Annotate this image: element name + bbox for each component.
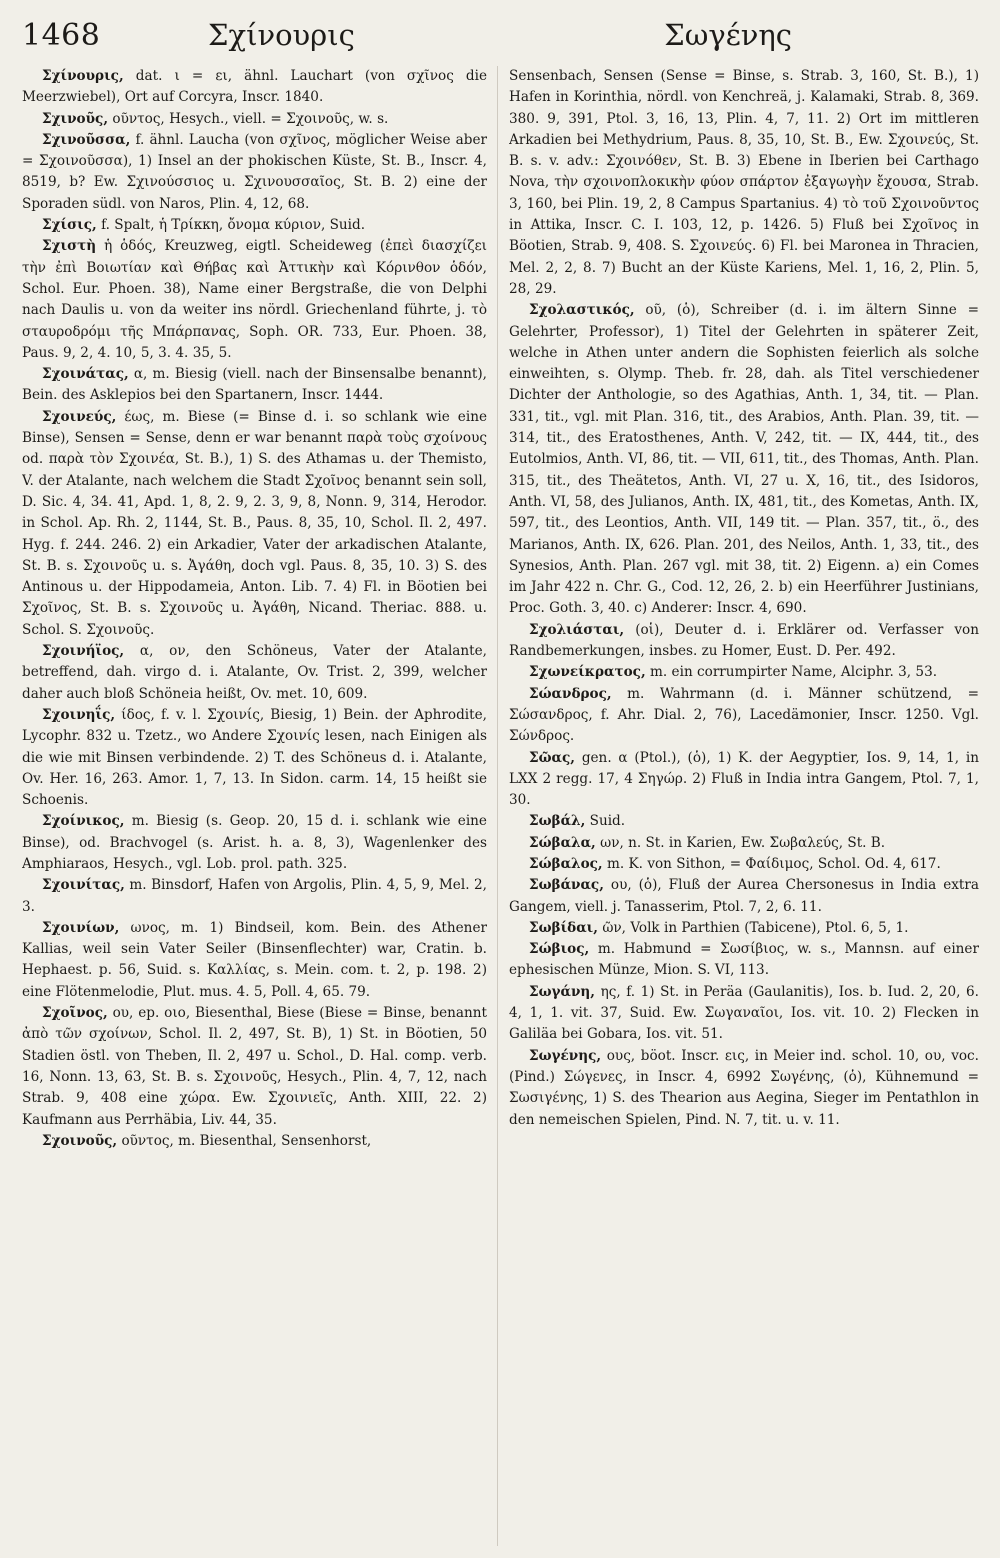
dictionary-entry bbox=[22, 407, 487, 641]
dictionary-entry bbox=[22, 918, 487, 1003]
entry-text: ἡ ὁδός, Kreuzweg, eigtl. Scheideweg (ἐπεὶ διασχίζει τὴν ἐπὶ Βοιωτίαν καὶ Θήβας καὶ Ἀττικὴν καὶ Κόρινθον ὁδόν, Schol. Eur. Phoen. 38), Name einer Bergstraße, die von Delphi nach Daulis u. von da weiter ins nördl. Griechenland führte, j. τὸ σταυροδρόμι τῆς Μπάρπανας, Soph. OR. 733, Eur. Phoen. 38, Paus. 9, 2, 4. 10, 5, 3. 4. 35, 5. bbox=[22, 238, 487, 361]
entry-lemma: Σχοινοῦς, bbox=[42, 1132, 118, 1149]
dictionary-entry bbox=[22, 641, 487, 705]
entry-text: ους, böot. Inscr. εις, in Meier ind. schol. 10, ου, voc. (Pind.) Σώγενες, in Inscr. 4, 6992 Σωγένης, (ὁ), Kühnemund = Σωσιγένης, 1) S. des Thearion aus Aegina, Sieger im Pentathlon in den nemeischen Spielen, Pind. N. 7, tit. u. v. 11. bbox=[509, 1047, 979, 1128]
entry-lemma: Σχοῖνος, bbox=[42, 1005, 108, 1022]
entry-text: gen. α (Ptol.), (ὁ), 1) K. der Aegyptier, Ios. 9, 14, 1, in LXX 2 regg. 17, 4 Σηγώρ. 2) Fluß in India intra Gangem, Ptol. 7, 1, 30. bbox=[509, 749, 979, 809]
dictionary-entry bbox=[22, 109, 487, 130]
entry-text: ου, (ὁ), Fluß der Aurea Chersonesus in India extra Gangem, viell. j. Tanasserim, Ptol. 7, 2, 6. 11. bbox=[509, 877, 979, 915]
entry-lemma: Σχοινεύς, bbox=[42, 408, 117, 425]
page-header bbox=[22, 10, 978, 60]
entry-lemma: Σχινοῦσσα, bbox=[42, 131, 131, 148]
entry-lemma: Σχιστὴ bbox=[42, 238, 97, 255]
entry-lemma: Σχοινίων, bbox=[42, 919, 120, 936]
entry-text: m. Wahrmann (d. i. Männer schützend, = Σώσανδρος, f. Ahr. Dial. 2, 76), Lacedämonier, Inscr. 1250. Vgl. Σώνδρος. bbox=[509, 685, 979, 745]
entry-text: ου, ep. οιο, Biesenthal, Biese (Biese = Binse, benannt ἀπὸ τῶν σχοίνων, Schol. Il. 2, 497, St. B), 1) St. in Böotien, 50 Stadien östl. von Theben, Il. 2, 497 u. Schol., D. Hal. comp. verb. 16, Nonn. 13, 63, St. B. s. Σχοινοῦς, Hesych., Plin. 4, 7, 12, nach Strab. 9, 408 eine χώρα. Ew. Σχοινιεῖς, Anth. XIII, 22. 2) Kaufmann aus Perrhäbia, Liv. 44, 35. bbox=[22, 1005, 487, 1128]
entry-lemma: Σχοίνικος, bbox=[42, 813, 125, 830]
entry-lemma: Σωβάνας, bbox=[529, 877, 604, 894]
entry-lemma: Σχωνείκρατος, bbox=[529, 664, 646, 681]
entry-lemma: Σῶας, bbox=[529, 749, 576, 766]
entry-lemma: Σχοινηΐς, bbox=[42, 706, 116, 723]
dictionary-entry bbox=[509, 811, 979, 832]
entry-lemma: Σώανδρος, bbox=[529, 685, 612, 702]
page-number: 1468 bbox=[22, 18, 101, 53]
dictionary-entry bbox=[509, 620, 979, 663]
dictionary-entry bbox=[509, 833, 979, 854]
dictionary-entry bbox=[509, 918, 979, 939]
entry-text: m. Biesig (s. Geop. 20, 15 d. i. schlank wie eine Binse), od. Brachvogel (s. Arist. h. a. 8, 3), Wagenlenker des Amphiaraos, Hesych., vgl. Lob. prol. path. 325. bbox=[22, 813, 487, 872]
entry-text: m. Habmund = Σωσίβιος, w. s., Mannsn. auf einer ephesischen Münze, Mion. S. VI, 113. bbox=[509, 941, 979, 979]
right-column bbox=[509, 66, 979, 1552]
entry-text: οῦντος, Hesych., viell. = Σχοινοῦς, w. s. bbox=[112, 110, 389, 127]
entry-lemma: Σχίσις, bbox=[42, 217, 97, 234]
entry-text: f. ähnl. Laucha (von σχῖνος, möglicher Weise aber = Σχοινοῦσσα), 1) Insel an der phokischen Küste, St. B., Inscr. 4, 8519, b? Ew. Σχινούσσιος u. Σχινουσσαῖος, St. B. 2) eine der Sporaden südl. von Naros, Plin. 4, 12, 68. bbox=[22, 131, 487, 212]
entry-lemma: Σώβαλα, bbox=[529, 834, 596, 851]
entry-text: α, ον, den Schöneus, Vater der Atalante, betreffend, dah. virgo d. i. Atalante, Ov. Trist. 2, 399, welcher daher auch bloß Schöneia heißt, Ov. met. 10, 609. bbox=[22, 643, 487, 702]
dictionary-entry bbox=[509, 300, 979, 619]
running-head-left: Σχίνουρις bbox=[208, 18, 355, 52]
entry-lemma: Σχοινήϊος, bbox=[42, 643, 125, 660]
entry-text: οῦ, (ὁ), Schreiber (d. i. im ältern Sinne = Gelehrter, Professor), 1) Titel der Gelehrten in späterer Zeit, welche in Athen unter andern die Sophisten feierlich als solche einweihten, s. Olymp. Theb. fr. 28, dah. als Titel verschiedener Dichter der Anthologie, so des Agathias, Anth. 1, 34, tit. — Plan. 331, tit., vgl. mit Plan. 316, tit., des Arabios, Anth. Plan. 39, tit. — 314, tit., des Eratosthenes, Anth. V, 242, tit. — IX, 444, tit., des Eutolmios, Anth. VI, 86, tit. — VII, 611, tit., des Thomas, Anth. Plan. 315, tit., des Theätetos, Anth. VI, 27 u. X, 16, tit., des Isidoros, Anth. VI, 58, des Julianos, Anth. IX, 481, tit., des Kometas, Anth. IX, 597, tit., des Leontios, Anth. VII, 149 tit. — Plan. 357, tit., ö., des Marianos, Anth. IX, 626. Plan. 201, des Neilos, Anth. 1, 33, tit., des Synesios, Anth. Plan. 267 vgl. mit 38, tit. 2) Eigenn. a) ein Comes im Jahr 422 n. Chr. G., Cod. 12, 26, 2. b) ein Heerführer Justinians, Proc. Goth. 3, 40. c) Anderer: Inscr. 4, 690. bbox=[509, 302, 979, 617]
entry-text: m. ein corrumpirter Name, Alciphr. 3, 53. bbox=[650, 664, 938, 681]
entry-text: m. K. von Sithon, = Φαίδιμος, Schol. Od. 4, 617. bbox=[606, 855, 941, 872]
entry-text: ης, f. 1) St. in Peräa (Gaulanitis), Ios. b. Iud. 2, 20, 6. 4, 1, 1. vit. 37, Suid. Ew. Σωγαναῖοι, Ios. vit. 10. 2) Flecken in Galiläa bei Gobara, Ios. vit. 51. bbox=[509, 983, 979, 1043]
dictionary-entry bbox=[509, 662, 979, 683]
entry-text: οῦντος, m. Biesenthal, Sensenhorst, bbox=[121, 1132, 372, 1149]
entry-lemma: Σχινοῦς, bbox=[42, 110, 109, 127]
dictionary-entry bbox=[22, 811, 487, 875]
entry-text: α, m. Biesig (viell. nach der Binsensalbe benannt), Bein. des Asklepios bei den Spartanern, Inscr. 1444. bbox=[22, 366, 487, 404]
entry-text: Sensenbach, Sensen (Sense = Binse, s. Strab. 3, 160, St. B.), 1) Hafen in Korinthia, nördl. von Kenchreä, j. Kalamaki, Strab. 8, 369. 380. 9, 391, Ptol. 3, 16, 13, Plin. 4, 7, 11. 2) Ort im mittleren Arkadien bei Methydrium, Paus. 8, 35, 10, St. B., Ew. Σχοινεύς, St. B. s. v. adv.: Σχοινόθεν, St. B. 3) Ebene in Iberien bei Carthago Nova, τὴν σχοινοπλοκικὴν φύον σπάρτον ἐξαγωγὴν ἔχουσα, Strab. 3, 160, bei Plin. 19, 2, 8 Campus Spartanius. 4) τὸ τοῦ Σχοινοῦντος in Attika, Inscr. C. I. 103, 12, p. 1426. 5) Fluß bei Σχοῖνος in Böotien, Strab. 9, 408. S. Σχοινεύς. 6) Fl. bei Maronea in Thracien, Mel. 2, 2, 8. 7) Bucht an der Küste Kariens, Mel. 1, 16, 2, Plin. 5, 28, 29. bbox=[509, 68, 979, 297]
entry-lemma: Σχολαστικός, bbox=[529, 302, 635, 319]
entry-text: Suid. bbox=[589, 813, 626, 830]
dictionary-entry bbox=[22, 1131, 487, 1152]
entry-lemma: Σωβάλ, bbox=[529, 813, 586, 830]
dictionary-entry bbox=[509, 66, 979, 300]
entry-lemma: Σώβαλος, bbox=[529, 855, 603, 872]
entry-lemma: Σωγάνη, bbox=[529, 983, 596, 1000]
dictionary-entry bbox=[509, 684, 979, 748]
dictionary-entry bbox=[509, 982, 979, 1046]
entry-text: m. Binsdorf, Hafen von Argolis, Plin. 4, 5, 9, Mel. 2, 3. bbox=[22, 877, 487, 915]
dictionary-entry bbox=[22, 66, 487, 109]
entry-lemma: Σχοινίτας, bbox=[42, 877, 125, 894]
entry-text: ίδος, f. v. l. Σχοινίς, Biesig, 1) Bein. der Aphrodite, Lycophr. 832 u. Tzetz., wo Andere Σχοινίς lesen, nach Einigen als die wie mit Binsen verbindende. 2) T. des Schöneus d. i. Atalante, Ov. Her. 16, 263. Amor. 1, 7, 13. In Sidon. carm. 14, 15 heißt sie Schoenis. bbox=[22, 706, 487, 809]
dictionary-entry bbox=[509, 875, 979, 918]
dictionary-entry bbox=[22, 215, 487, 236]
entry-text: ωνος, m. 1) Bindseil, kom. Bein. des Athener Kallias, weil sein Vater Seiler (Binsenflechter) war, Cratin. b. Hephaest. p. 56, Suid. s. Καλλίας, s. Mein. com. t. 2, p. 198. 2) eine Flötenmelodie, Plut. mus. 4. 5, Poll. 4, 65. 79. bbox=[22, 919, 487, 1000]
entry-text: (οἱ), Deuter d. i. Erklärer od. Verfasser von Randbemerkungen, insbes. zu Homer, Eust. D. Per. 492. bbox=[509, 621, 979, 660]
dictionary-entry bbox=[22, 364, 487, 407]
dictionary-entry bbox=[22, 705, 487, 811]
entry-lemma: Σώβιος, bbox=[529, 941, 590, 958]
dictionary-entry bbox=[22, 1003, 487, 1131]
dictionary-entry bbox=[509, 1046, 979, 1131]
dictionary-entry bbox=[22, 875, 487, 918]
running-head-right: Σωγένης bbox=[664, 18, 792, 52]
entry-lemma: Σωγένης, bbox=[529, 1047, 602, 1064]
dictionary-entry bbox=[22, 130, 487, 215]
dictionary-entry bbox=[509, 854, 979, 875]
entry-lemma: Σχολιάσται, bbox=[529, 621, 625, 638]
entry-text: dat. ι = ει, ähnl. Lauchart (von σχῖνος die Meerzwiebel), Ort auf Corcyra, Inscr. 1840. bbox=[22, 68, 487, 106]
column-divider bbox=[497, 66, 498, 1546]
entry-text: ων, n. St. in Karien, Ew. Σωβαλεύς, St. B. bbox=[600, 834, 886, 851]
dictionary-entry bbox=[509, 748, 979, 812]
entry-text: ῶν, Volk in Parthien (Tabicene), Ptol. 6, 5, 1. bbox=[602, 919, 909, 936]
entry-lemma: Σωβίδαι, bbox=[529, 919, 598, 936]
entry-text: έως, m. Biese (= Binse d. i. so schlank wie eine Binse), Sensen = Sense, denn er war benannt παρὰ τοὺς σχοίνους od. παρὰ τὸν Σχοινέα, St. B.), 1) S. des Athamas u. der Themisto, V. der Atalante, nach welchem die Stadt Σχοῖνος benannt sein soll, D. Sic. 4, 34. 41, Apd. 1, 8, 2. 9, 2. 3, 9, 8, Nonn. 9, 314, Herodor. in Schol. Ap. Rh. 2, 1144, St. B., Paus. 8, 35, 10, Schol. Il. 2, 497. Hyg. f. 244. 246. 2) ein Arkadier, Vater der arkadischen Atalante, St. B. s. Σχοινοῦς u. s. Ἀγάθη, doch vgl. Paus. 8, 35, 10. 3) S. des Antinous u. der Hippodameia, Anton. Lib. 7. 4) Fl. in Böotien bei Σχοῖνος, St. B. s. Σχοινοῦς u. Ἀγάθη, Nicand. Theriac. 888. u. Schol. S. Σχοινοῦς. bbox=[22, 408, 487, 638]
dictionary-entry bbox=[22, 236, 487, 364]
dictionary-entry bbox=[509, 939, 979, 982]
entry-lemma: Σχίνουρις, bbox=[42, 68, 124, 84]
left-column bbox=[22, 66, 487, 1552]
entry-text: f. Spalt, ἡ Τρίκκη, ὄνομα κύριον, Suid. bbox=[101, 217, 366, 234]
entry-lemma: Σχοινάτας, bbox=[42, 366, 129, 383]
